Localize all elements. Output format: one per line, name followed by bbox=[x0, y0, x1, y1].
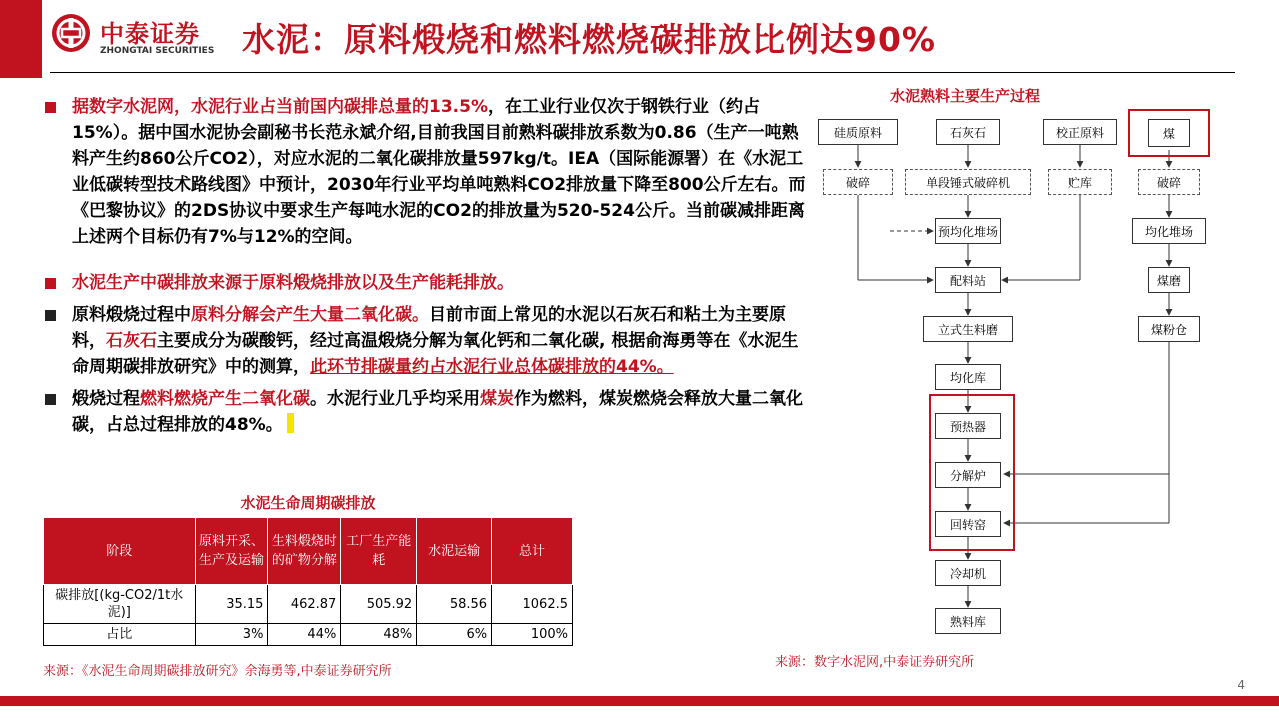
left-accent-bar bbox=[0, 0, 42, 78]
table-source: 来源：《水泥生命周期碳排放研究》余海勇等,中泰证券研究所 bbox=[43, 664, 392, 679]
flow-node-batching: 配料站 bbox=[935, 267, 1001, 293]
flow-node-limestone: 石灰石 bbox=[936, 119, 1000, 145]
flow-node-homogenization-yard: 均化堆场 bbox=[1132, 218, 1206, 244]
bullet-1-lead: 据数字水泥网，水泥行业占当前国内碳排总量的13.5% bbox=[72, 97, 488, 117]
flow-node-preheater: 预热器 bbox=[935, 413, 1001, 439]
bullet-4 bbox=[42, 386, 812, 438]
table-cell: 1062.5 bbox=[492, 585, 573, 624]
flow-node-clinker-storage: 熟料库 bbox=[935, 608, 1001, 634]
bullet-marker-icon bbox=[45, 394, 56, 405]
flow-node-homogenization-silo: 均化库 bbox=[935, 364, 1001, 390]
table-cell: 58.56 bbox=[417, 585, 492, 624]
row-label: 占比 bbox=[44, 624, 196, 646]
bullet-4-highlight: 燃料燃烧产生二氧化碳 bbox=[140, 389, 310, 409]
table-cell: 35.15 bbox=[195, 585, 268, 624]
bullet-marker-icon bbox=[45, 278, 56, 289]
flow-node-storage: 贮库 bbox=[1048, 169, 1112, 195]
flow-node-calciner: 分解炉 bbox=[935, 462, 1001, 488]
table-header-row bbox=[44, 518, 573, 585]
col-header: 生料煅烧时的矿物分解 bbox=[268, 518, 341, 585]
bullet-3-highlight: 原料分解会产生大量二氧化碳。 bbox=[191, 305, 429, 325]
flow-node-silica: 硅质原料 bbox=[818, 119, 898, 145]
bullet-1-text: ，在工业行业仅次于钢铁行业（约占15%）。据中国水泥协会副秘书长范永斌介绍,目前我国目前熟料碳排放系数为0.86（生产一吨熟料产生约860公斤CO2），对应水泥的二氧化碳排放量597kg/t。IEA（国际能源署）在《水泥工业低碳转型技术路线图》中预计，2030年行业平均单吨熟料CO2排放量下降至800公斤左右。而《巴黎协议》的2DS协议中要求生产每吨水泥的CO2的排放量为520-524公斤。当前碳减排距离上述两个目标仍有7%与12%的空间。 bbox=[72, 97, 806, 247]
table-cell: 6% bbox=[417, 624, 492, 646]
flow-node-prehomogenization: 预均化堆场 bbox=[935, 218, 1001, 244]
flow-node-crush-2: 破碎 bbox=[1138, 169, 1200, 195]
table-row bbox=[44, 624, 573, 646]
company-logo bbox=[50, 12, 225, 62]
col-header: 阶段 bbox=[44, 518, 196, 585]
bullet-3-part: 主要成分为碳酸钙，经过高温煅烧分解为氧化钙和二氧化碳, 根据俞海勇等在《水泥生命周期碳排放研究》中的测算， bbox=[72, 331, 799, 377]
flow-node-kiln: 回转窑 bbox=[935, 511, 1001, 537]
title-divider bbox=[50, 72, 1235, 73]
flowchart-source: 来源：数字水泥网,中泰证券研究所 bbox=[775, 655, 975, 670]
col-header: 总计 bbox=[492, 518, 573, 585]
col-header: 原料开采、生产及运输 bbox=[195, 518, 268, 585]
row-label: 碳排放[(kg-CO2/1t水泥)] bbox=[44, 585, 196, 624]
bullet-1 bbox=[42, 94, 812, 250]
flowchart-title: 水泥熟料主要生产过程 bbox=[890, 87, 1041, 105]
bullet-2-text: 水泥生产中碳排放来源于原料煅烧排放以及生产能耗排放。 bbox=[72, 273, 514, 293]
flow-node-hammer-crusher: 单段锤式破碎机 bbox=[905, 169, 1031, 195]
table-title: 水泥生命周期碳排放 bbox=[240, 494, 376, 512]
highlight-box-coal bbox=[1128, 109, 1210, 157]
bullet-4-part: 煅烧过程 bbox=[72, 389, 140, 409]
logo-name-cn: 中泰证券 bbox=[100, 20, 200, 48]
flow-node-raw-mill: 立式生料磨 bbox=[923, 316, 1013, 342]
bullet-3-part: 目前市面上常见的水泥以石灰石和粘土为主要原料， bbox=[72, 305, 786, 351]
table-row bbox=[44, 585, 573, 624]
table-cell: 44% bbox=[268, 624, 341, 646]
table-cell: 3% bbox=[195, 624, 268, 646]
logo-name-en: ZHONGTAI SECURITIES bbox=[100, 46, 215, 56]
bullet-3-part: 原料煅烧过程中 bbox=[72, 305, 191, 325]
bullet-marker-icon bbox=[45, 102, 56, 113]
table-cell: 48% bbox=[341, 624, 417, 646]
bullet-4-highlight: 煤炭 bbox=[480, 389, 514, 409]
flow-node-coal-bin: 煤粉仓 bbox=[1138, 316, 1200, 342]
page-number: 4 bbox=[1237, 678, 1245, 692]
bullet-marker-icon bbox=[45, 310, 56, 321]
bullet-3-highlight: 石灰石 bbox=[106, 331, 157, 351]
text-cursor bbox=[287, 413, 294, 433]
emissions-table bbox=[43, 517, 573, 646]
flow-node-coal-mill: 煤磨 bbox=[1148, 267, 1190, 293]
highlight-box-kiln-system bbox=[929, 394, 1015, 551]
flow-node-crush-1: 破碎 bbox=[823, 169, 893, 195]
bullet-4-part: 。水泥行业几乎均采用 bbox=[310, 389, 480, 409]
bullet-3 bbox=[42, 302, 812, 380]
bullet-2 bbox=[42, 270, 812, 296]
bullet-list bbox=[42, 94, 812, 444]
bullet-3-underlined: 此环节排碳量约占水泥行业总体碳排放的44%。 bbox=[310, 357, 674, 377]
col-header: 水泥运输 bbox=[417, 518, 492, 585]
footer-bar bbox=[0, 696, 1279, 706]
table-cell: 462.87 bbox=[268, 585, 341, 624]
col-header: 工厂生产能耗 bbox=[341, 518, 417, 585]
bullet-4-part: 作为燃料，煤炭燃烧会释放大量二氧化碳，占总过程排放的48%。 bbox=[72, 389, 803, 435]
table-cell: 100% bbox=[492, 624, 573, 646]
table-cell: 505.92 bbox=[341, 585, 417, 624]
flow-node-corrective: 校正原料 bbox=[1043, 119, 1117, 145]
logo-mark-icon bbox=[50, 12, 92, 54]
flow-node-cooler: 冷却机 bbox=[935, 560, 1001, 586]
page-title: 水泥：原料煅烧和燃料燃烧碳排放比例达90% bbox=[242, 20, 936, 59]
flow-node-coal: 煤 bbox=[1148, 119, 1190, 147]
